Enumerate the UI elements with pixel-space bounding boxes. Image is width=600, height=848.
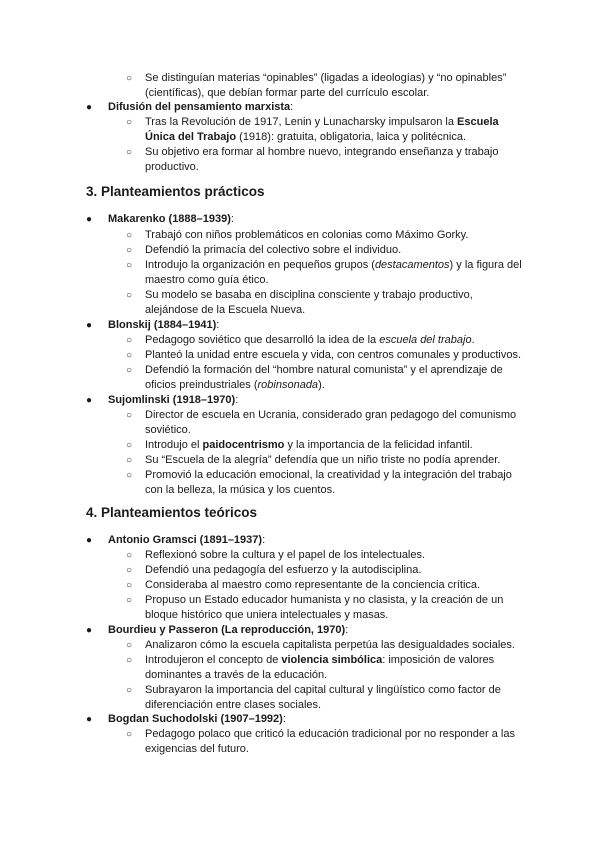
hollow-bullet-icon: ○ (126, 440, 133, 451)
hollow-bullet-icon: ○ (126, 147, 133, 158)
hollow-bullet-icon: ○ (126, 410, 133, 421)
filled-bullet-icon: ● (86, 395, 93, 406)
filled-bullet-icon: ● (86, 625, 93, 636)
hollow-bullet-icon: ○ (126, 335, 133, 346)
filled-bullet-icon: ● (86, 535, 93, 546)
hollow-bullet-icon: ○ (126, 640, 133, 651)
hollow-bullet-icon: ○ (126, 245, 133, 256)
hollow-bullet-icon: ○ (126, 117, 133, 128)
hollow-bullet-icon: ○ (126, 260, 133, 271)
hollow-bullet-icon: ○ (126, 73, 133, 84)
hollow-bullet-icon: ○ (126, 455, 133, 466)
section-heading: 3. Planteamientos prácticos (86, 184, 265, 199)
filled-bullet-icon: ● (86, 214, 93, 225)
hollow-bullet-icon: ○ (126, 365, 133, 376)
hollow-bullet-icon: ○ (126, 595, 133, 606)
document-page: ○ Se distinguían materias “opinables” (ligadas a ideologías) y “no opinables” (científicas), que debían formar parte del currículo escolar. ● Difusión del pensamiento marxista: ○ Tras la Revolución de 1917, Lenin y Lunacharsky impulsaron la Escuela Única del Trabajo (1918): gratuita, obligatoria, laica y politécnica. ○ Su objetivo era formar al hombre nuevo, integrando enseñanza y trabajo productivo. 3. Planteamientos prácticos ● Makarenko (1888–1939): ○ Trabajó con niños problemáticos en colonias como Máximo Gorky. ○ Defendió la primacía del colectivo sobre el individuo. ○ Introdujo la organización en pequeños grupos (destacamentos) y la figura del maestro como guía ético. ○ Su modelo se basaba en disciplina consciente y trabajo productivo, alejándose de la Escuela Nueva. ● Blonskij (1884–1941): ○ Pedagogo soviético que desarrolló la idea de la escuela del trabajo. ○ Planteó la unidad entre escuela y vida, con centros comunales y productivos. ○ Defendió la formación del “hombre natural comunista” y el aprendizaje de oficios preindustriales (robinsonada). ● Sujomlinski (1918–1970): ○ Director de escuela en Ucrania, considerado gran pedagogo del comunismo soviético. ○ Introdujo el paidocentrismo y la importancia de la felicidad infantil. ○ Su “Escuela de la alegría” defendía que un niño triste no podía aprender. ○ Promovió la educación emocional, la creatividad y la integración del trabajo con la belleza, la música y los cuentos. 4. Planteamientos teóricos ● Antonio Gramsci (1891–1937): ○ Reflexionó sobre la cultura y el papel de los intelectuales. ○ Defendió una pedagogía del esfuerzo y la autodisciplina. ○ Consideraba al maestro como representante de la conciencia crítica. ○ Propuso un Estado educador humanista y no clasista, y la creación de un bloque histórico que uniera intelectuales y masas. ● Bourdieu y Passeron (La reproducción, 1970): ○ Analizaron cómo la escuela capitalista perpetúa las desigualdades sociales. ○ Introdujeron el concepto de violencia simbólica: imposición de valores dominantes a través de la educación. ○ Subrayaron la importancia del capital cultural y lingüístico como factor de diferenciación entre clases sociales. ● Bogdan Suchodolski (1907–1992): ○ Pedagogo polaco que criticó la educación tradicional por no responder a las exigencias del futuro. (86, 72, 522, 755)
hollow-bullet-icon: ○ (126, 230, 133, 241)
hollow-bullet-icon: ○ (126, 685, 133, 696)
section-heading: 4. Planteamientos teóricos (86, 505, 258, 520)
hollow-bullet-icon: ○ (126, 580, 133, 591)
hollow-bullet-icon: ○ (126, 350, 133, 361)
hollow-bullet-icon: ○ (126, 655, 133, 666)
filled-bullet-icon: ● (86, 102, 93, 113)
filled-bullet-icon: ● (86, 320, 93, 331)
hollow-bullet-icon: ○ (126, 565, 133, 576)
filled-bullet-icon: ● (86, 714, 93, 725)
hollow-bullet-icon: ○ (126, 550, 133, 561)
hollow-bullet-icon: ○ (126, 729, 133, 740)
hollow-bullet-icon: ○ (126, 470, 133, 481)
hollow-bullet-icon: ○ (126, 290, 133, 301)
